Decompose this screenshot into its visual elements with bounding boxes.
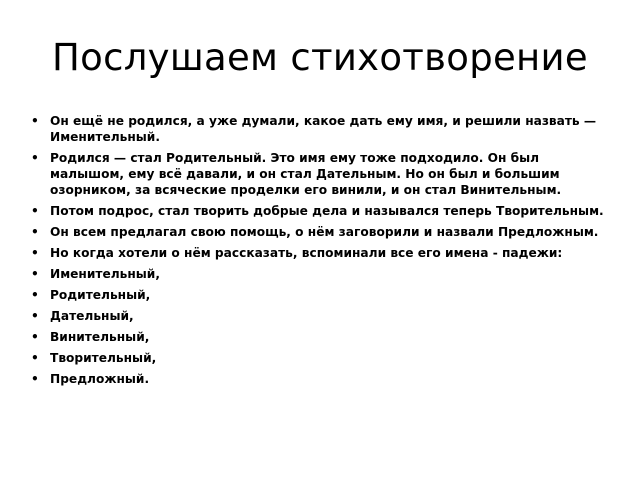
bullet-icon: • xyxy=(31,204,39,218)
bullet-icon: • xyxy=(31,351,39,365)
list-item-text: Он всем предлагал свою помощь, о нём заговорили и назвали Предложным. xyxy=(50,225,599,239)
list-item-text: Родительный, xyxy=(50,288,151,302)
list-item-text: Родился — стал Родительный. Это имя ему тоже подходило. Он был малышом, ему всё давали, и он стал Дательным. Но он был и большим озорником, за всяческие проделки его винили, и он стал Винительным. xyxy=(50,151,562,197)
bullet-icon: • xyxy=(31,114,39,128)
list-item-text: Он ещё не родился, а уже думали, какое дать ему имя, и решили назвать — Именительный. xyxy=(50,114,597,144)
list-item xyxy=(31,371,611,387)
bullet-icon: • xyxy=(31,225,39,239)
list-item xyxy=(31,113,611,145)
list-item xyxy=(31,266,611,282)
bullet-icon: • xyxy=(31,372,39,386)
bullet-icon: • xyxy=(31,246,39,260)
list-item xyxy=(31,329,611,345)
list-item xyxy=(31,308,611,324)
list-item xyxy=(31,203,611,219)
bullet-icon: • xyxy=(31,288,39,302)
list-item-text: Творительный, xyxy=(50,351,157,365)
bullet-list xyxy=(31,113,611,392)
list-item xyxy=(31,350,611,366)
list-item xyxy=(31,245,611,261)
slide-title: Послушаем стихотворение xyxy=(52,36,588,79)
list-item xyxy=(31,224,611,240)
list-item-text: Но когда хотели о нём рассказать, вспоминали все его имена - падежи: xyxy=(50,246,563,260)
bullet-icon: • xyxy=(31,267,39,281)
list-item-text: Дательный, xyxy=(50,309,134,323)
list-item-text: Потом подрос, стал творить добрые дела и назывался теперь Творительным. xyxy=(50,204,604,218)
bullet-icon: • xyxy=(31,309,39,323)
list-item xyxy=(31,150,611,198)
list-item-text: Предложный. xyxy=(50,372,150,386)
list-item-text: Винительный, xyxy=(50,330,150,344)
list-item xyxy=(31,287,611,303)
bullet-icon: • xyxy=(31,330,39,344)
list-item-text: Именительный, xyxy=(50,267,160,281)
bullet-icon: • xyxy=(31,151,39,165)
